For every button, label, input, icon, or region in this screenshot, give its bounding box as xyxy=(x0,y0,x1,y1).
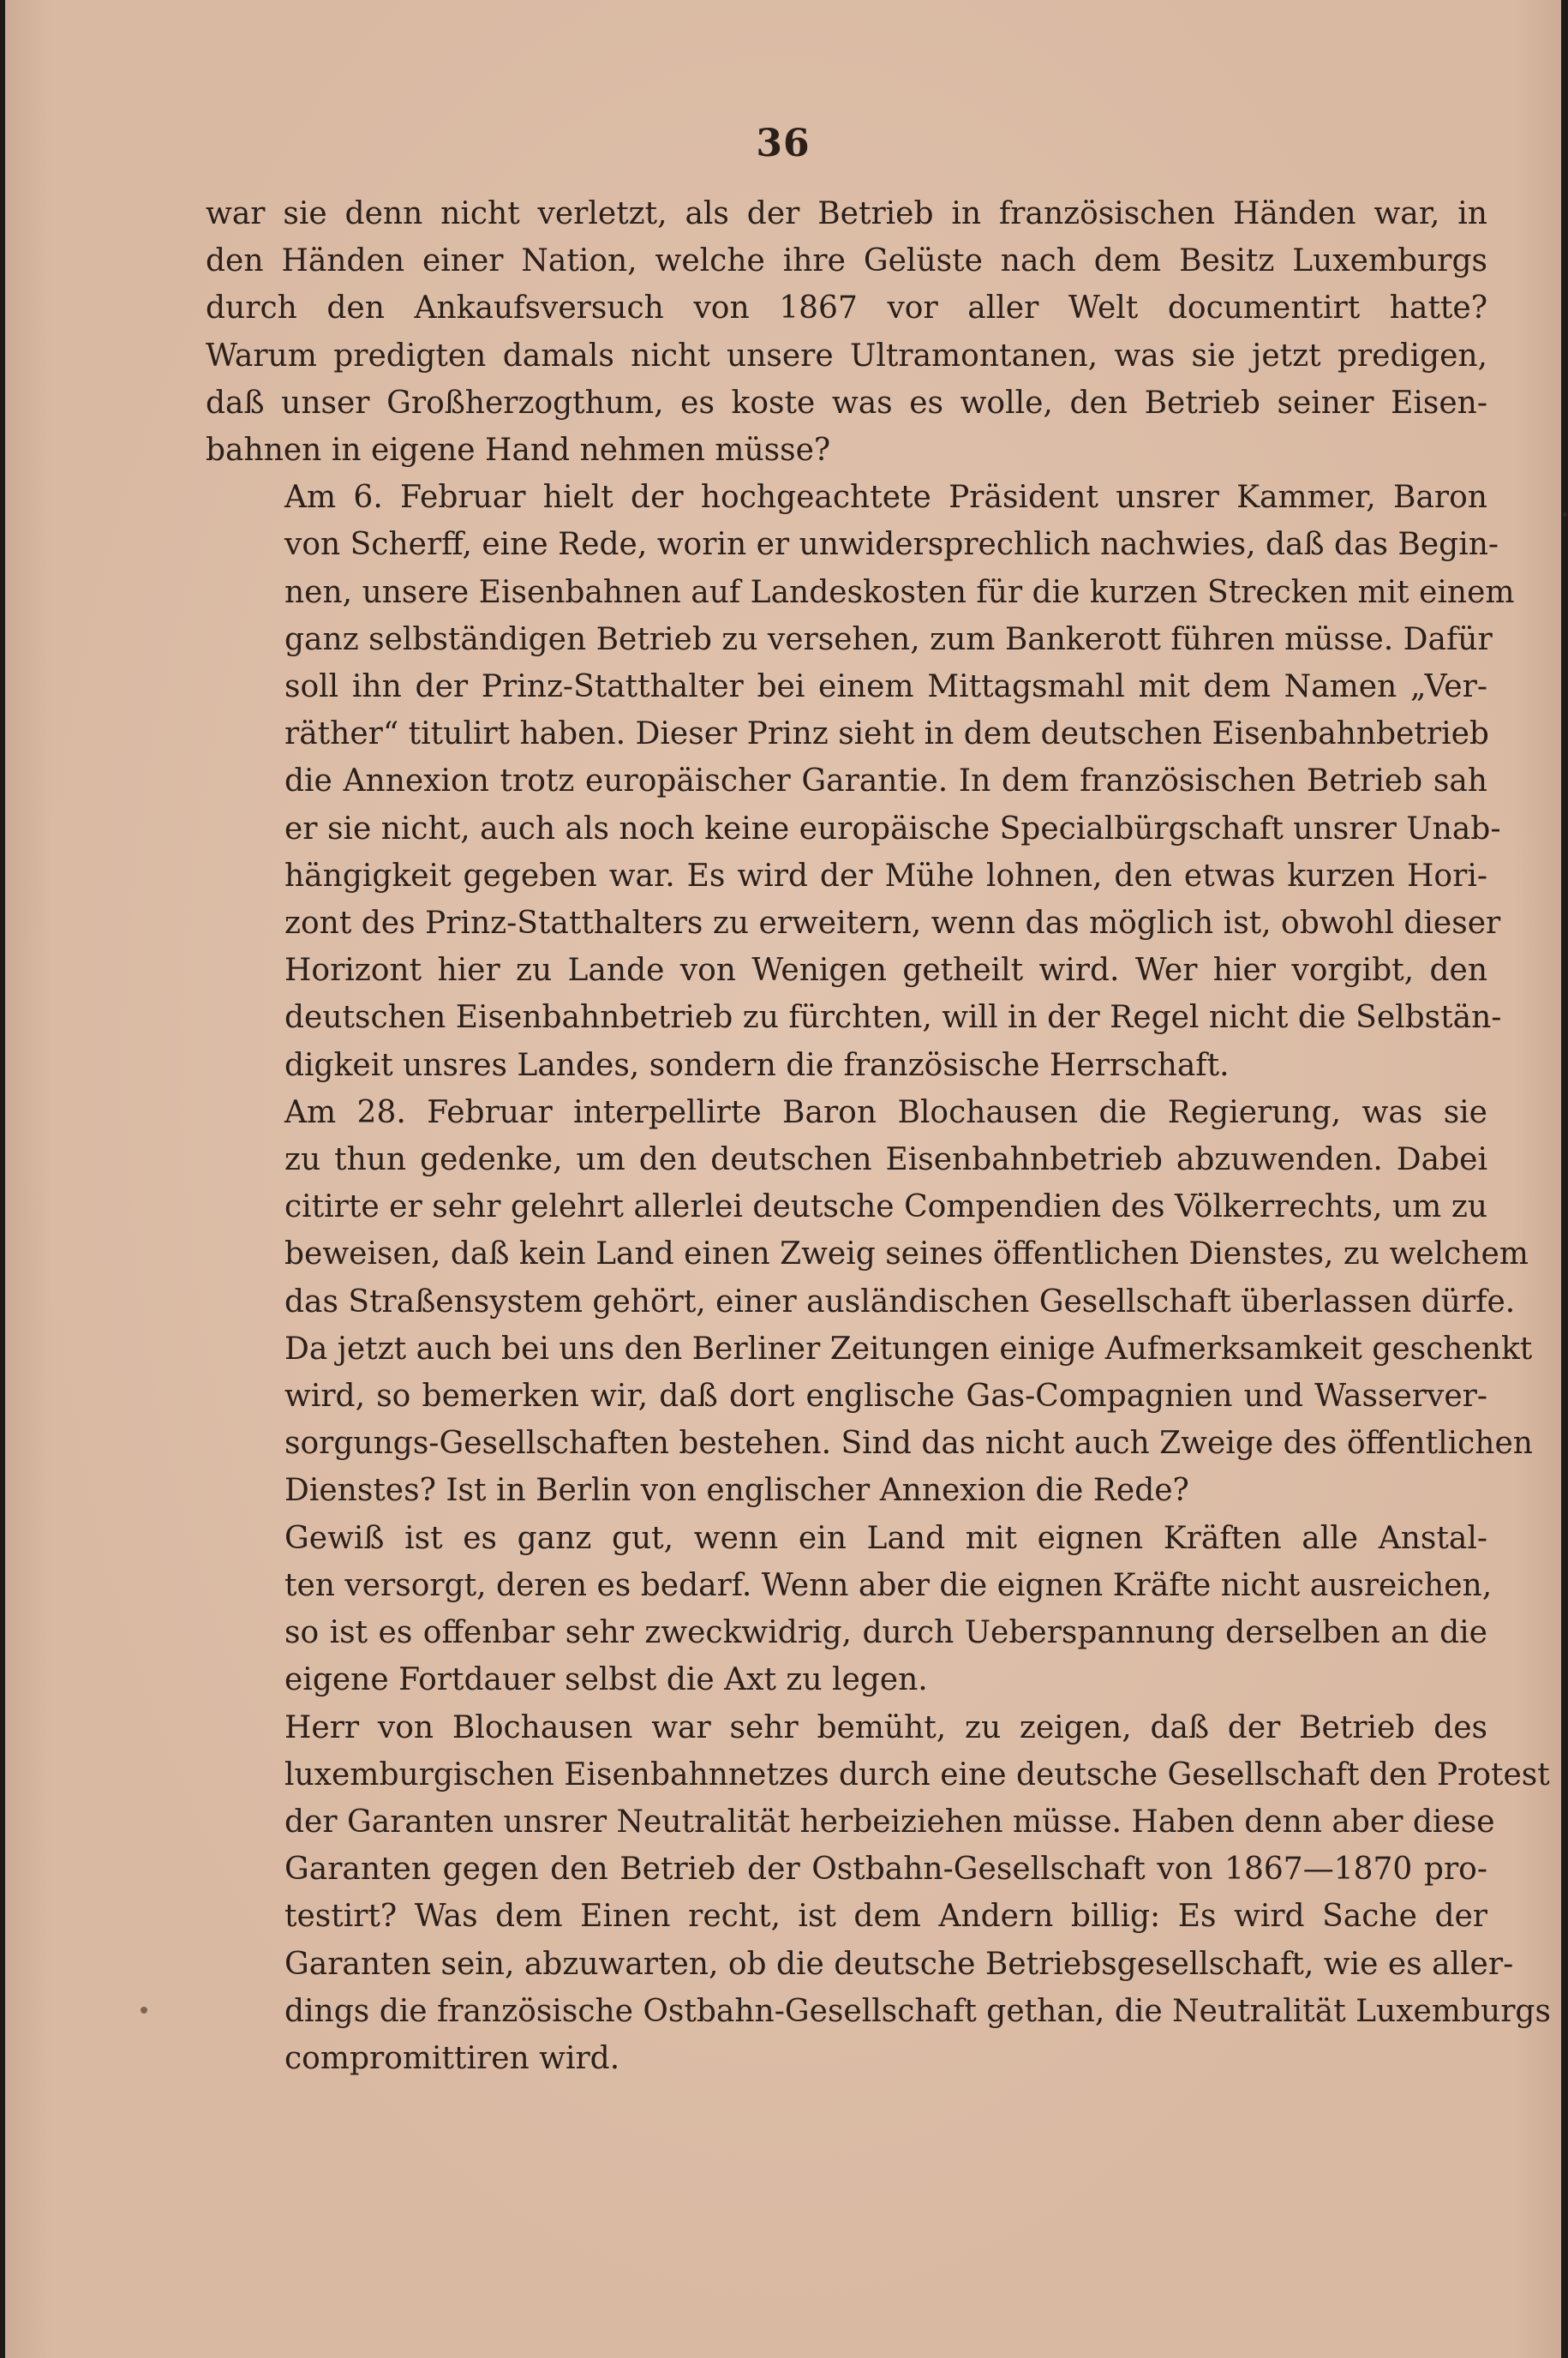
text-line: das Straßensystem gehört, einer ausländischen Gesellschaft überlassen dürfe. xyxy=(284,1284,1516,1320)
text-line: wird, so bemerken wir, daß dort englische Gas-Compagnien und Wasserver- xyxy=(284,1379,1487,1415)
text-line: luxemburgischen Eisenbahnnetzes durch eine deutsche Gesellschaft den Protest xyxy=(284,1757,1550,1792)
text-line: war sie denn nicht verletzt, als der Betrieb in französischen Händen war, in xyxy=(206,196,1487,231)
paragraph-5 xyxy=(206,1704,1551,2083)
text-line: nen, unsere Eisenbahnen auf Landeskosten für die kurzen Strecken mit einem xyxy=(284,574,1515,610)
text-line: der Garanten unsrer Neutralität herbeiziehen müsse. Haben denn aber diese xyxy=(284,1804,1495,1840)
text-line: von Scherff, eine Rede, worin er unwidersprechlich nachwies, daß das Begin- xyxy=(284,527,1499,563)
text-line: deutschen Eisenbahnbetrieb zu fürchten, will in der Regel nicht die Selbstän- xyxy=(284,1000,1502,1036)
ink-speck xyxy=(1563,512,1567,517)
text-line: den Händen einer Nation, welche ihre Gelüste nach dem Besitz Luxemburgs xyxy=(206,243,1487,279)
paragraph-4 xyxy=(206,1515,1493,1704)
text-line: die Annexion trotz europäischer Garantie. In dem französischen Betrieb sah xyxy=(284,763,1487,799)
text-line: Garanten sein, abzuwarten, ob die deutsche Betriebsgesellschaft, wie es aller- xyxy=(284,1946,1514,1982)
text-line: Dienstes? Ist in Berlin von englischer Annexion die Rede? xyxy=(284,1473,1189,1509)
text-line: Garanten gegen den Betrieb der Ostbahn-Gesellschaft von 1867—1870 pro- xyxy=(284,1852,1487,1888)
text-line: soll ihn der Prinz-Statthalter bei einem Mittagsmahl mit dem Namen „Ver- xyxy=(284,669,1487,705)
paragraph-2 xyxy=(206,474,1515,1089)
text-line: hängigkeit gegeben war. Es wird der Mühe lohnen, den etwas kurzen Hori- xyxy=(284,858,1487,894)
text-line: Gewiß ist es ganz gut, wenn ein Land mit eignen Kräften alle Anstal- xyxy=(284,1520,1487,1556)
text-line: compromittiren wird. xyxy=(284,2040,620,2076)
text-line: beweisen, daß kein Land einen Zweig seines öffentlichen Dienstes, zu welchem xyxy=(284,1236,1529,1272)
text-line: Horizont hier zu Lande von Wenigen getheilt wird. Wer hier vorgibt, den xyxy=(284,953,1487,989)
text-line: ten versorgt, deren es bedarf. Wenn aber die eignen Kräfte nicht ausreichen, xyxy=(284,1567,1493,1603)
text-line: testirt? Was dem Einen recht, ist dem Andern billig: Es wird Sache der xyxy=(284,1899,1487,1935)
text-line: so ist es offenbar sehr zweckwidrig, durch Ueberspannung derselben an die xyxy=(284,1615,1487,1651)
text-line: er sie nicht, auch als noch keine europäische Specialbürgschaft unsrer Unab- xyxy=(284,811,1501,847)
ink-speck xyxy=(141,2007,147,2014)
text-line: Warum predigten damals nicht unsere Ultramontanen, was sie jetzt predigen, xyxy=(206,338,1487,374)
page-number: 36 xyxy=(756,122,811,165)
text-line: durch den Ankaufsversuch von 1867 vor aller Welt documentirt hatte? xyxy=(206,290,1487,326)
text-line: citirte er sehr gelehrt allerlei deutsche Compendien des Völkerrechts, um zu xyxy=(284,1189,1487,1225)
text-line: Herr von Blochausen war sehr bemüht, zu zeigen, daß der Betrieb des xyxy=(284,1709,1487,1745)
text-line: dings die französische Ostbahn-Gesellschaft gethan, die Neutralität Luxemburgs xyxy=(284,1993,1551,2029)
text-line: eigene Fortdauer selbst die Axt zu legen. xyxy=(284,1662,928,1698)
text-line: digkeit unsres Landes, sondern die französische Herrschaft. xyxy=(284,1047,1230,1083)
text-line: zu thun gedenke, um den deutschen Eisenbahnbetrieb abzuwenden. Dabei xyxy=(284,1142,1487,1178)
text-line: Da jetzt auch bei uns den Berliner Zeitungen einige Aufmerksamkeit geschenkt xyxy=(284,1331,1533,1367)
text-line: räther“ titulirt haben. Dieser Prinz sieht in dem deutschen Eisenbahnbetrieb xyxy=(284,716,1489,752)
text-line: Am 6. Februar hielt der hochgeachtete Präsident unsrer Kammer, Baron xyxy=(284,480,1487,516)
text-line: Am 28. Februar interpellirte Baron Blochausen die Regierung, was sie xyxy=(284,1094,1487,1130)
body-text xyxy=(206,190,1551,2082)
paragraph-3 xyxy=(206,1089,1533,1515)
text-line: bahnen in eigene Hand nehmen müsse? xyxy=(206,433,831,469)
text-line: zont des Prinz-Statthalters zu erweitern, wenn das möglich ist, obwohl dieser xyxy=(284,906,1501,942)
text-line: daß unser Großherzogthum, es koste was es wolle, den Betrieb seiner Eisen- xyxy=(206,385,1487,421)
text-line: ganz selbständigen Betrieb zu versehen, zum Bankerott führen müsse. Dafür xyxy=(284,621,1493,657)
text-line: sorgungs-Gesellschaften bestehen. Sind das nicht auch Zweige des öffentlichen xyxy=(284,1426,1533,1462)
paragraph-1 xyxy=(206,190,1487,474)
